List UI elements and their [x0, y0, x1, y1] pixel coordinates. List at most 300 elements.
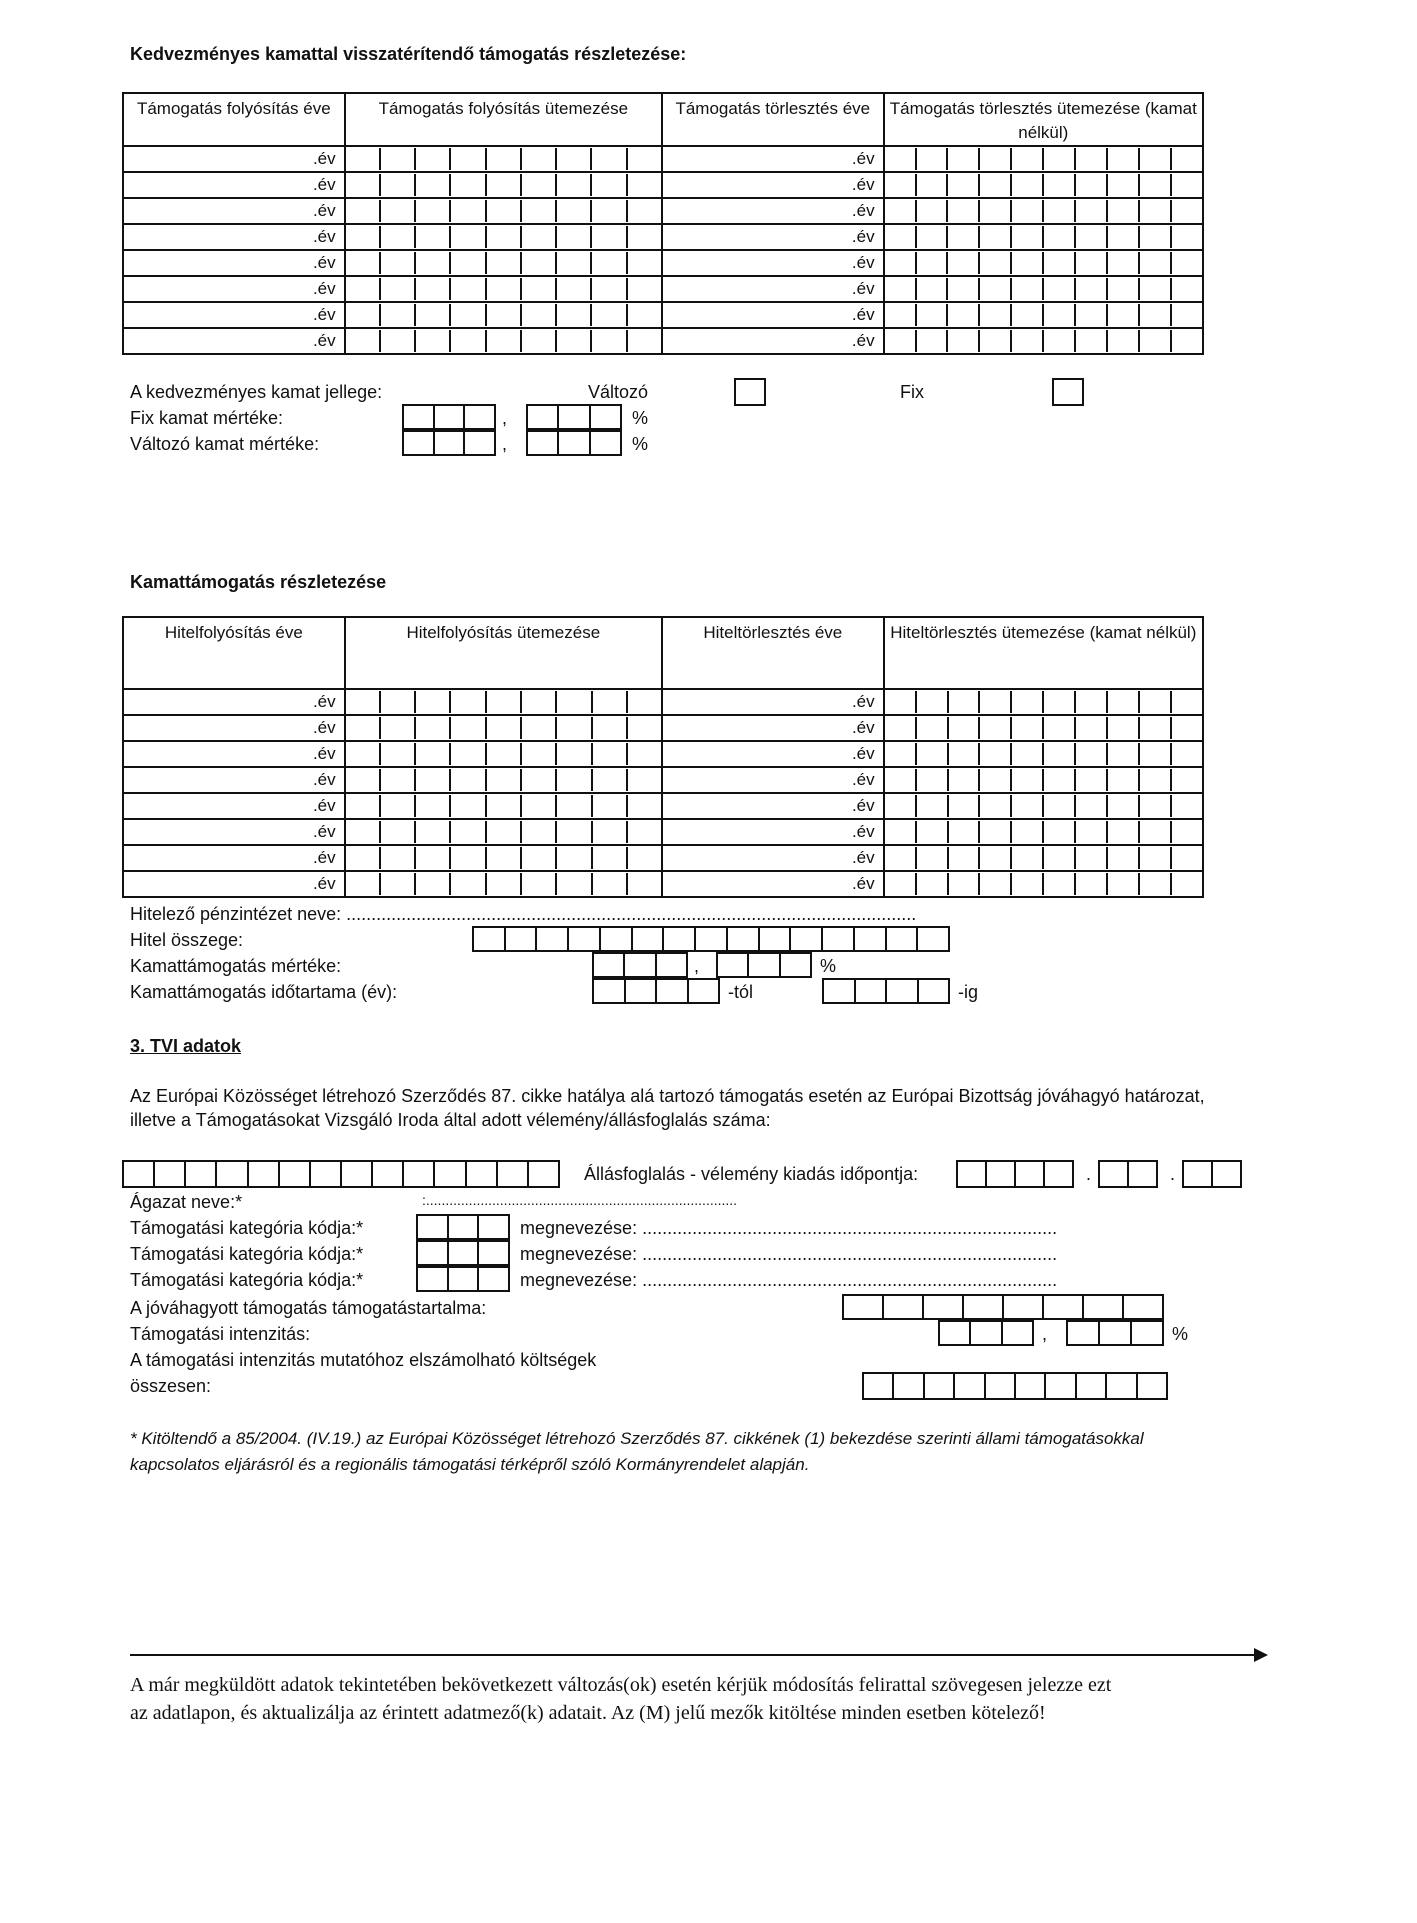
- digit-cell[interactable]: [1042, 200, 1074, 222]
- digit-box[interactable]: [789, 928, 821, 950]
- digit-cell[interactable]: [555, 795, 590, 817]
- digit-cell[interactable]: [449, 873, 484, 895]
- digit-cell[interactable]: [1138, 847, 1170, 869]
- valtozo-kamat-integer-boxes[interactable]: [402, 430, 496, 456]
- repayment-year-field[interactable]: .év: [662, 715, 884, 741]
- digit-cell[interactable]: [591, 873, 626, 895]
- schedule-cells[interactable]: [345, 819, 662, 845]
- repayment-year-field[interactable]: .év: [662, 689, 884, 715]
- digit-cell[interactable]: [520, 148, 555, 170]
- digit-cell[interactable]: [449, 769, 484, 791]
- schedule-cells[interactable]: [345, 689, 662, 715]
- digit-box[interactable]: [1001, 1322, 1032, 1344]
- digit-cell[interactable]: [346, 717, 379, 739]
- digit-cell[interactable]: [555, 717, 590, 739]
- digit-cell[interactable]: [626, 148, 661, 170]
- digit-cell[interactable]: [1106, 795, 1138, 817]
- digit-cell[interactable]: [1074, 847, 1106, 869]
- digit-cell[interactable]: [1010, 847, 1042, 869]
- year-field[interactable]: .év: [123, 328, 345, 354]
- digit-cell[interactable]: [1042, 148, 1074, 170]
- digit-cell[interactable]: [1010, 743, 1042, 765]
- repayment-schedule-cells[interactable]: [884, 328, 1203, 354]
- repayment-schedule-cells[interactable]: [884, 741, 1203, 767]
- digit-cell[interactable]: [346, 304, 379, 326]
- allasfoglalas-year-boxes[interactable]: [956, 1160, 1074, 1188]
- kategoria-kod-boxes-2[interactable]: [416, 1240, 510, 1266]
- repayment-year-field[interactable]: .év: [662, 328, 884, 354]
- digit-cell[interactable]: [449, 691, 484, 713]
- digit-box[interactable]: [1042, 1296, 1082, 1318]
- digit-cell[interactable]: [1074, 769, 1106, 791]
- digit-cell[interactable]: [379, 821, 414, 843]
- digit-box[interactable]: [882, 1296, 922, 1318]
- digit-cell[interactable]: [1042, 743, 1074, 765]
- digit-cell[interactable]: [1074, 226, 1106, 248]
- digit-box[interactable]: [589, 406, 620, 428]
- digit-cell[interactable]: [1042, 847, 1074, 869]
- digit-cell[interactable]: [555, 200, 590, 222]
- digit-cell[interactable]: [885, 847, 915, 869]
- digit-box[interactable]: [779, 954, 810, 976]
- digit-cell[interactable]: [978, 769, 1010, 791]
- digit-cell[interactable]: [591, 743, 626, 765]
- digit-box[interactable]: [557, 432, 588, 454]
- digit-cell[interactable]: [1138, 304, 1170, 326]
- schedule-cells[interactable]: [345, 741, 662, 767]
- digit-box[interactable]: [477, 1242, 508, 1264]
- digit-cell[interactable]: [626, 743, 661, 765]
- digit-cell[interactable]: [1170, 873, 1202, 895]
- digit-box[interactable]: [404, 406, 433, 428]
- digit-box[interactable]: [1136, 1374, 1166, 1398]
- digit-cell[interactable]: [946, 226, 978, 248]
- digit-cell[interactable]: [915, 769, 947, 791]
- digit-box[interactable]: [278, 1162, 309, 1186]
- digit-cell[interactable]: [626, 330, 661, 352]
- digit-cell[interactable]: [1010, 769, 1042, 791]
- digit-cell[interactable]: [555, 691, 590, 713]
- digit-box[interactable]: [599, 928, 631, 950]
- digit-cell[interactable]: [978, 148, 1010, 170]
- digit-cell[interactable]: [1170, 304, 1202, 326]
- repayment-year-field[interactable]: .év: [662, 767, 884, 793]
- digit-cell[interactable]: [915, 252, 947, 274]
- digit-box[interactable]: [418, 1242, 447, 1264]
- digit-box[interactable]: [124, 1162, 153, 1186]
- digit-cell[interactable]: [626, 847, 661, 869]
- digit-cell[interactable]: [915, 330, 947, 352]
- digit-cell[interactable]: [555, 330, 590, 352]
- digit-cell[interactable]: [520, 717, 555, 739]
- digit-cell[interactable]: [346, 226, 379, 248]
- schedule-cells[interactable]: [345, 871, 662, 897]
- digit-cell[interactable]: [626, 174, 661, 196]
- digit-cell[interactable]: [485, 226, 520, 248]
- digit-cell[interactable]: [379, 148, 414, 170]
- digit-cell[interactable]: [1106, 200, 1138, 222]
- digit-cell[interactable]: [414, 226, 449, 248]
- digit-cell[interactable]: [626, 304, 661, 326]
- digit-box[interactable]: [885, 928, 917, 950]
- repayment-schedule-cells[interactable]: [884, 715, 1203, 741]
- digit-box[interactable]: [953, 1374, 983, 1398]
- digit-cell[interactable]: [414, 252, 449, 274]
- repayment-year-field[interactable]: .év: [662, 302, 884, 328]
- digit-box[interactable]: [922, 1296, 962, 1318]
- digit-cell[interactable]: [520, 304, 555, 326]
- digit-cell[interactable]: [449, 148, 484, 170]
- digit-cell[interactable]: [1138, 174, 1170, 196]
- digit-cell[interactable]: [520, 847, 555, 869]
- digit-cell[interactable]: [555, 847, 590, 869]
- digit-cell[interactable]: [885, 717, 915, 739]
- repayment-schedule-cells[interactable]: [884, 224, 1203, 250]
- digit-cell[interactable]: [1138, 795, 1170, 817]
- digit-box[interactable]: [433, 406, 464, 428]
- digit-cell[interactable]: [947, 795, 979, 817]
- megnevezese-field-2[interactable]: megnevezése: ...................................................................................: [520, 1244, 1058, 1264]
- digit-cell[interactable]: [1074, 174, 1106, 196]
- digit-cell[interactable]: [591, 717, 626, 739]
- digit-cell[interactable]: [485, 873, 520, 895]
- digit-cell[interactable]: [555, 278, 590, 300]
- digit-cell[interactable]: [1042, 252, 1074, 274]
- digit-cell[interactable]: [1138, 148, 1170, 170]
- digit-cell[interactable]: [555, 769, 590, 791]
- repayment-schedule-cells[interactable]: [884, 871, 1203, 897]
- digit-cell[interactable]: [915, 304, 947, 326]
- digit-box[interactable]: [1082, 1296, 1122, 1318]
- digit-cell[interactable]: [379, 330, 414, 352]
- digit-cell[interactable]: [485, 717, 520, 739]
- digit-cell[interactable]: [1138, 691, 1170, 713]
- digit-box[interactable]: [504, 928, 536, 950]
- year-field[interactable]: .év: [123, 172, 345, 198]
- digit-cell[interactable]: [978, 278, 1010, 300]
- digit-cell[interactable]: [1106, 847, 1138, 869]
- digit-box[interactable]: [662, 928, 694, 950]
- digit-cell[interactable]: [346, 743, 379, 765]
- digit-box[interactable]: [528, 432, 557, 454]
- digit-cell[interactable]: [1010, 278, 1042, 300]
- digit-cell[interactable]: [885, 330, 915, 352]
- koltsegek-boxes[interactable]: [862, 1372, 1168, 1400]
- digit-cell[interactable]: [1074, 717, 1106, 739]
- digit-cell[interactable]: [379, 691, 414, 713]
- year-field[interactable]: .év: [123, 715, 345, 741]
- digit-cell[interactable]: [978, 795, 1010, 817]
- digit-box[interactable]: [687, 980, 719, 1002]
- schedule-cells[interactable]: [345, 302, 662, 328]
- digit-cell[interactable]: [590, 304, 625, 326]
- digit-cell[interactable]: [1170, 174, 1202, 196]
- digit-cell[interactable]: [1106, 717, 1138, 739]
- digit-cell[interactable]: [346, 691, 379, 713]
- digit-box[interactable]: [821, 928, 853, 950]
- digit-cell[interactable]: [555, 304, 590, 326]
- agazat-field[interactable]: :................................................................................: [422, 1192, 738, 1208]
- digit-cell[interactable]: [978, 873, 1010, 895]
- digit-cell[interactable]: [915, 691, 947, 713]
- digit-cell[interactable]: [1106, 743, 1138, 765]
- digit-cell[interactable]: [1074, 278, 1106, 300]
- digit-cell[interactable]: [591, 821, 626, 843]
- digit-cell[interactable]: [520, 200, 555, 222]
- digit-cell[interactable]: [1170, 330, 1202, 352]
- digit-cell[interactable]: [520, 278, 555, 300]
- digit-cell[interactable]: [885, 795, 915, 817]
- digit-cell[interactable]: [520, 174, 555, 196]
- digit-cell[interactable]: [626, 873, 661, 895]
- digit-cell[interactable]: [626, 226, 661, 248]
- digit-box[interactable]: [340, 1162, 371, 1186]
- digit-cell[interactable]: [1074, 795, 1106, 817]
- digit-cell[interactable]: [485, 847, 520, 869]
- digit-cell[interactable]: [1170, 691, 1202, 713]
- repayment-year-field[interactable]: .év: [662, 276, 884, 302]
- digit-cell[interactable]: [1042, 873, 1074, 895]
- digit-cell[interactable]: [1074, 304, 1106, 326]
- digit-cell[interactable]: [1138, 717, 1170, 739]
- digit-box[interactable]: [184, 1162, 215, 1186]
- digit-box[interactable]: [215, 1162, 246, 1186]
- schedule-cells[interactable]: [345, 328, 662, 354]
- digit-cell[interactable]: [414, 148, 449, 170]
- digit-cell[interactable]: [978, 743, 1010, 765]
- digit-cell[interactable]: [449, 200, 484, 222]
- digit-box[interactable]: [463, 432, 494, 454]
- digit-cell[interactable]: [1042, 717, 1074, 739]
- digit-box[interactable]: [463, 406, 494, 428]
- digit-box[interactable]: [418, 1216, 447, 1238]
- digit-cell[interactable]: [1138, 873, 1170, 895]
- digit-box[interactable]: [655, 980, 687, 1002]
- digit-cell[interactable]: [1138, 278, 1170, 300]
- digit-cell[interactable]: [626, 795, 661, 817]
- repayment-year-field[interactable]: .év: [662, 250, 884, 276]
- digit-cell[interactable]: [346, 148, 379, 170]
- digit-cell[interactable]: [520, 795, 555, 817]
- digit-box[interactable]: [655, 954, 686, 976]
- year-field[interactable]: .év: [123, 224, 345, 250]
- intenzitas-decimal-boxes[interactable]: [1066, 1320, 1164, 1346]
- digit-cell[interactable]: [1042, 691, 1074, 713]
- digit-cell[interactable]: [1106, 304, 1138, 326]
- allasfoglalas-month-boxes[interactable]: [1098, 1160, 1158, 1188]
- digit-cell[interactable]: [1074, 148, 1106, 170]
- digit-box[interactable]: [747, 954, 778, 976]
- digit-box[interactable]: [1211, 1162, 1240, 1186]
- digit-cell[interactable]: [520, 743, 555, 765]
- digit-cell[interactable]: [626, 691, 661, 713]
- digit-cell[interactable]: [947, 821, 979, 843]
- digit-cell[interactable]: [485, 252, 520, 274]
- schedule-cells[interactable]: [345, 172, 662, 198]
- digit-cell[interactable]: [1074, 743, 1106, 765]
- digit-cell[interactable]: [1042, 226, 1074, 248]
- digit-cell[interactable]: [1138, 769, 1170, 791]
- digit-box[interactable]: [1043, 1162, 1072, 1186]
- digit-cell[interactable]: [414, 278, 449, 300]
- digit-cell[interactable]: [1042, 821, 1074, 843]
- digit-cell[interactable]: [1106, 873, 1138, 895]
- repayment-year-field[interactable]: .év: [662, 224, 884, 250]
- digit-cell[interactable]: [1010, 226, 1042, 248]
- digit-cell[interactable]: [915, 278, 947, 300]
- digit-cell[interactable]: [590, 148, 625, 170]
- digit-cell[interactable]: [978, 821, 1010, 843]
- digit-cell[interactable]: [1074, 691, 1106, 713]
- digit-box[interactable]: [594, 954, 623, 976]
- digit-cell[interactable]: [1042, 278, 1074, 300]
- schedule-cells[interactable]: [345, 276, 662, 302]
- repayment-schedule-cells[interactable]: [884, 198, 1203, 224]
- digit-cell[interactable]: [555, 252, 590, 274]
- digit-cell[interactable]: [449, 278, 484, 300]
- digit-cell[interactable]: [978, 847, 1010, 869]
- kamattamogatas-mertek-decimal-boxes[interactable]: [716, 952, 812, 978]
- digit-cell[interactable]: [379, 873, 414, 895]
- digit-cell[interactable]: [414, 691, 449, 713]
- digit-cell[interactable]: [978, 691, 1010, 713]
- digit-box[interactable]: [465, 1162, 496, 1186]
- digit-cell[interactable]: [946, 330, 978, 352]
- digit-cell[interactable]: [590, 278, 625, 300]
- digit-box[interactable]: [1184, 1162, 1211, 1186]
- digit-cell[interactable]: [590, 200, 625, 222]
- digit-cell[interactable]: [1170, 717, 1202, 739]
- digit-box[interactable]: [1044, 1374, 1074, 1398]
- digit-cell[interactable]: [449, 304, 484, 326]
- digit-cell[interactable]: [915, 743, 947, 765]
- digit-cell[interactable]: [379, 795, 414, 817]
- digit-cell[interactable]: [485, 691, 520, 713]
- digit-box[interactable]: [153, 1162, 184, 1186]
- repayment-year-field[interactable]: .év: [662, 146, 884, 172]
- repayment-year-field[interactable]: .év: [662, 198, 884, 224]
- digit-cell[interactable]: [346, 278, 379, 300]
- year-field[interactable]: .év: [123, 767, 345, 793]
- year-field[interactable]: .év: [123, 146, 345, 172]
- digit-cell[interactable]: [885, 278, 915, 300]
- digit-cell[interactable]: [414, 174, 449, 196]
- digit-cell[interactable]: [947, 717, 979, 739]
- digit-box[interactable]: [535, 928, 567, 950]
- digit-cell[interactable]: [947, 847, 979, 869]
- digit-cell[interactable]: [379, 769, 414, 791]
- digit-cell[interactable]: [346, 252, 379, 274]
- digit-cell[interactable]: [1138, 226, 1170, 248]
- digit-cell[interactable]: [946, 174, 978, 196]
- digit-cell[interactable]: [414, 795, 449, 817]
- digit-cell[interactable]: [885, 769, 915, 791]
- digit-cell[interactable]: [414, 821, 449, 843]
- digit-cell[interactable]: [449, 821, 484, 843]
- year-field[interactable]: .év: [123, 741, 345, 767]
- digit-box[interactable]: [309, 1162, 340, 1186]
- digit-cell[interactable]: [1170, 795, 1202, 817]
- digit-box[interactable]: [528, 406, 557, 428]
- digit-cell[interactable]: [379, 304, 414, 326]
- digit-cell[interactable]: [915, 873, 947, 895]
- digit-cell[interactable]: [1010, 200, 1042, 222]
- digit-cell[interactable]: [485, 821, 520, 843]
- digit-cell[interactable]: [520, 769, 555, 791]
- digit-box[interactable]: [433, 1162, 464, 1186]
- digit-cell[interactable]: [590, 174, 625, 196]
- digit-cell[interactable]: [1170, 200, 1202, 222]
- digit-cell[interactable]: [591, 847, 626, 869]
- digit-cell[interactable]: [1170, 252, 1202, 274]
- digit-cell[interactable]: [1106, 769, 1138, 791]
- digit-cell[interactable]: [1010, 148, 1042, 170]
- digit-cell[interactable]: [1170, 148, 1202, 170]
- digit-cell[interactable]: [520, 691, 555, 713]
- digit-box[interactable]: [623, 954, 654, 976]
- digit-cell[interactable]: [1010, 717, 1042, 739]
- jovahagyott-boxes[interactable]: [842, 1294, 1164, 1320]
- digit-cell[interactable]: [1170, 278, 1202, 300]
- digit-box[interactable]: [1122, 1296, 1162, 1318]
- digit-cell[interactable]: [1010, 873, 1042, 895]
- digit-cell[interactable]: [978, 174, 1010, 196]
- digit-cell[interactable]: [1010, 795, 1042, 817]
- digit-box[interactable]: [892, 1374, 922, 1398]
- digit-cell[interactable]: [1170, 769, 1202, 791]
- digit-cell[interactable]: [885, 174, 915, 196]
- digit-cell[interactable]: [590, 226, 625, 248]
- digit-cell[interactable]: [414, 847, 449, 869]
- digit-cell[interactable]: [947, 743, 979, 765]
- kamattamogatas-mertek-integer-boxes[interactable]: [592, 952, 688, 978]
- digit-cell[interactable]: [555, 174, 590, 196]
- year-field[interactable]: .év: [123, 302, 345, 328]
- digit-box[interactable]: [1105, 1374, 1135, 1398]
- digit-cell[interactable]: [379, 847, 414, 869]
- digit-cell[interactable]: [449, 847, 484, 869]
- repayment-schedule-cells[interactable]: [884, 250, 1203, 276]
- repayment-year-field[interactable]: .év: [662, 793, 884, 819]
- digit-cell[interactable]: [626, 769, 661, 791]
- digit-cell[interactable]: [915, 174, 947, 196]
- digit-cell[interactable]: [485, 330, 520, 352]
- year-field[interactable]: .év: [123, 198, 345, 224]
- repayment-schedule-cells[interactable]: [884, 302, 1203, 328]
- year-field[interactable]: .év: [123, 793, 345, 819]
- digit-cell[interactable]: [346, 847, 379, 869]
- digit-cell[interactable]: [946, 200, 978, 222]
- digit-box[interactable]: [1098, 1322, 1130, 1344]
- digit-box[interactable]: [1014, 1374, 1044, 1398]
- digit-cell[interactable]: [379, 278, 414, 300]
- digit-cell[interactable]: [1042, 174, 1074, 196]
- digit-cell[interactable]: [1170, 847, 1202, 869]
- digit-cell[interactable]: [885, 200, 915, 222]
- digit-cell[interactable]: [485, 200, 520, 222]
- digit-cell[interactable]: [414, 743, 449, 765]
- digit-cell[interactable]: [591, 769, 626, 791]
- digit-cell[interactable]: [1010, 330, 1042, 352]
- year-field[interactable]: .év: [123, 819, 345, 845]
- digit-cell[interactable]: [1170, 226, 1202, 248]
- digit-box[interactable]: [447, 1242, 478, 1264]
- digit-box[interactable]: [1014, 1162, 1043, 1186]
- digit-box[interactable]: [404, 432, 433, 454]
- digit-cell[interactable]: [485, 174, 520, 196]
- digit-cell[interactable]: [1138, 330, 1170, 352]
- digit-box[interactable]: [447, 1268, 478, 1290]
